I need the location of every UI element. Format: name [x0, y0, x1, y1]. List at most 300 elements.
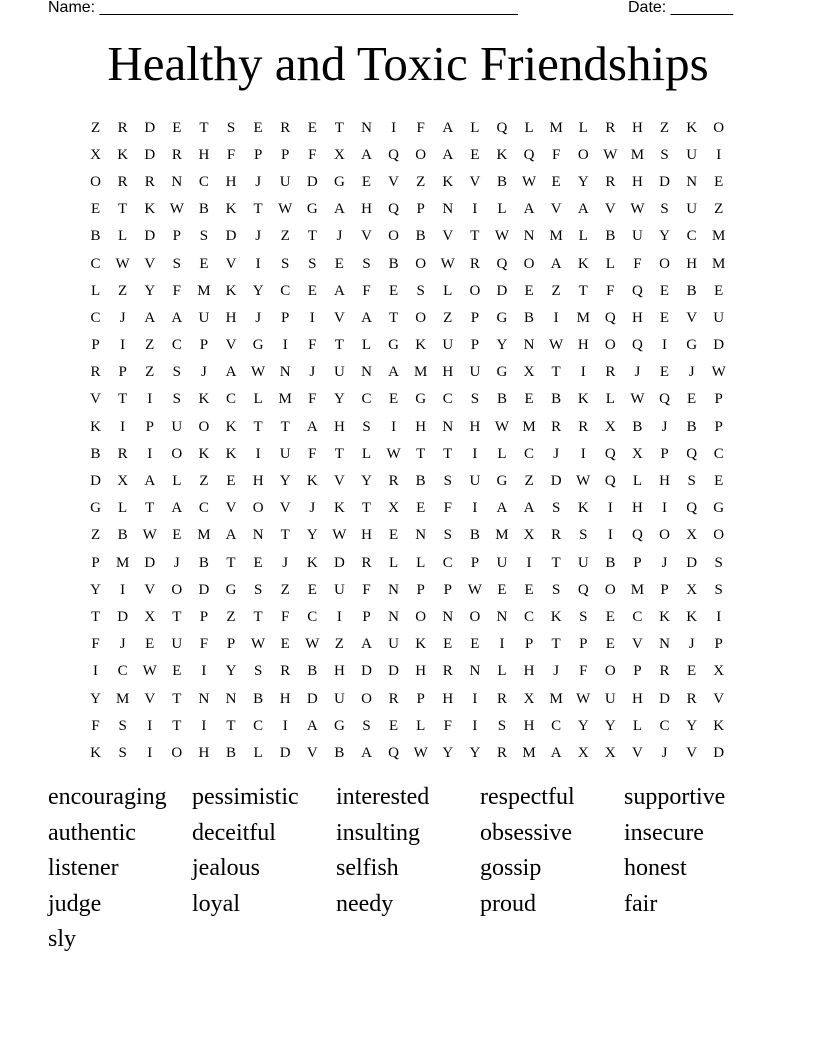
- grid-letter: O: [659, 527, 670, 544]
- grid-letter: E: [497, 581, 507, 598]
- grid-letter: J: [553, 663, 560, 680]
- grid-letter: I: [93, 663, 99, 680]
- grid-letter: R: [361, 554, 372, 571]
- grid-letter: S: [362, 255, 371, 272]
- grid-row: [82, 250, 734, 277]
- grid-letter: Y: [442, 744, 454, 761]
- grid-letter: H: [523, 717, 535, 734]
- grid-letter: P: [633, 663, 642, 680]
- grid-letter: A: [550, 744, 562, 761]
- grid-letter: I: [472, 717, 478, 734]
- grid-letter: P: [416, 201, 425, 218]
- grid-letter: D: [198, 581, 210, 598]
- grid-letter: W: [251, 364, 266, 381]
- grid-letter: N: [496, 608, 508, 625]
- grid-letter: N: [225, 690, 237, 707]
- grid-letter: C: [198, 500, 209, 517]
- grid-letter: B: [632, 418, 643, 435]
- grid-letter: P: [145, 418, 154, 435]
- word-list-item: respectful: [480, 784, 575, 810]
- grid-letter: R: [117, 445, 128, 462]
- grid-letter: J: [309, 500, 316, 517]
- grid-letter: T: [334, 119, 344, 136]
- grid-letter: R: [171, 146, 182, 163]
- grid-letter: F: [443, 500, 452, 517]
- grid-letter: Q: [632, 337, 643, 354]
- grid-letter: S: [362, 717, 371, 734]
- grid-letter: N: [469, 663, 481, 680]
- grid-letter: N: [415, 527, 427, 544]
- grid-letter: B: [117, 527, 128, 544]
- grid-letter: T: [470, 228, 480, 245]
- grid-letter: E: [388, 282, 399, 299]
- grid-letter: Y: [577, 173, 589, 190]
- grid-letter: U: [496, 554, 508, 571]
- grid-letter: U: [333, 581, 345, 598]
- grid-letter: E: [388, 391, 399, 408]
- grid-letter: T: [280, 527, 290, 544]
- grid-letter: E: [524, 581, 534, 598]
- grid-row: [82, 223, 734, 250]
- grid-letter: N: [442, 201, 454, 218]
- grid-letter: Z: [280, 581, 290, 598]
- grid-letter: E: [714, 473, 724, 490]
- grid-letter: U: [171, 418, 183, 435]
- grid-letter: O: [388, 228, 399, 245]
- grid-letter: I: [120, 418, 126, 435]
- grid-letter: F: [91, 717, 100, 734]
- grid-letter: O: [415, 608, 427, 625]
- grid-letter: S: [416, 282, 425, 299]
- grid-letter: F: [579, 663, 588, 680]
- grid-letter: U: [577, 554, 589, 571]
- grid-letter: W: [467, 581, 482, 598]
- grid-letter: U: [333, 690, 345, 707]
- grid-letter: X: [577, 744, 589, 761]
- grid-letter: O: [469, 282, 481, 299]
- grid-letter: X: [144, 608, 156, 625]
- grid-letter: H: [198, 146, 210, 163]
- grid-letter: P: [281, 309, 290, 326]
- grid-letter: S: [660, 201, 669, 218]
- grid-letter: M: [522, 418, 536, 435]
- grid-letter: B: [496, 173, 507, 190]
- grid-letter: Z: [90, 119, 101, 136]
- grid-letter: S: [308, 255, 317, 272]
- grid-letter: Y: [659, 228, 670, 245]
- grid-letter: L: [632, 473, 642, 490]
- grid-letter: I: [120, 337, 126, 354]
- grid-letter: N: [279, 364, 291, 381]
- grid-letter: O: [713, 527, 725, 544]
- grid-letter: Q: [686, 500, 698, 517]
- grid-letter: X: [333, 146, 345, 163]
- grid-letter: M: [197, 527, 211, 544]
- grid-letter: G: [90, 500, 101, 517]
- grid-letter: R: [551, 418, 562, 435]
- grid-letter: J: [336, 228, 343, 245]
- grid-letter: G: [496, 364, 508, 381]
- grid-letter: A: [171, 309, 183, 326]
- grid-letter: V: [604, 201, 616, 218]
- grid-letter: T: [416, 445, 426, 462]
- grid-letter: T: [226, 717, 236, 734]
- grid-letter: V: [90, 391, 101, 408]
- grid-letter: Y: [333, 391, 345, 408]
- grid-letter: A: [306, 418, 318, 435]
- grid-letter: T: [280, 418, 290, 435]
- grid-letter: S: [687, 473, 696, 490]
- grid-letter: H: [632, 690, 643, 707]
- word-list-item: listener: [48, 855, 119, 881]
- grid-row: [82, 549, 734, 576]
- grid-letter: A: [388, 364, 399, 381]
- grid-letter: C: [280, 282, 291, 299]
- grid-letter: Z: [659, 119, 670, 136]
- grid-letter: L: [497, 663, 507, 680]
- grid-letter: M: [278, 391, 292, 408]
- grid-letter: D: [388, 663, 399, 680]
- grid-letter: I: [553, 309, 559, 326]
- grid-letter: M: [630, 581, 645, 598]
- grid-letter: S: [281, 255, 290, 272]
- grid-letter: D: [225, 228, 237, 245]
- grid-letter: Z: [90, 527, 101, 544]
- grid-letter: A: [442, 146, 454, 163]
- grid-letter: I: [282, 337, 288, 354]
- grid-letter: E: [443, 636, 453, 653]
- grid-letter: J: [634, 364, 641, 381]
- grid-letter: H: [659, 473, 670, 490]
- grid-letter: S: [118, 744, 127, 761]
- grid-letter: H: [632, 500, 643, 517]
- word-list-item: encouraging: [48, 784, 167, 810]
- grid-letter: D: [279, 744, 291, 761]
- grid-letter: A: [171, 500, 183, 517]
- grid-row: [82, 467, 734, 494]
- word-list-item: authentic: [48, 819, 136, 846]
- grid-letter: Q: [604, 473, 616, 490]
- grid-letter: A: [144, 309, 156, 326]
- header-line: [48, 0, 748, 20]
- grid-letter: Y: [604, 717, 616, 734]
- grid-row: [82, 440, 734, 467]
- grid-letter: R: [605, 364, 616, 381]
- grid-letter: K: [496, 146, 508, 163]
- word-list-item: selfish: [336, 855, 399, 881]
- grid-letter: L: [90, 282, 101, 299]
- grid-letter: U: [333, 364, 345, 381]
- word-list-item: gossip: [480, 855, 542, 881]
- grid-letter: F: [226, 146, 236, 163]
- grid-letter: V: [713, 690, 725, 707]
- grid-letter: V: [333, 473, 345, 490]
- grid-letter: E: [524, 391, 534, 408]
- grid-letter: I: [607, 527, 613, 544]
- grid-letter: E: [659, 282, 670, 299]
- grid-letter: D: [333, 554, 345, 571]
- grid-letter: A: [361, 309, 372, 326]
- grid-letter: C: [713, 445, 724, 462]
- word-list: [48, 780, 768, 958]
- grid-letter: Z: [714, 201, 724, 218]
- grid-row: [82, 712, 734, 739]
- grid-letter: I: [526, 554, 532, 571]
- grid-letter: F: [199, 636, 209, 653]
- grid-letter: S: [118, 717, 127, 734]
- grid-letter: K: [306, 554, 318, 571]
- grid-letter: X: [686, 581, 698, 598]
- grid-letter: W: [603, 146, 618, 163]
- grid-letter: F: [308, 391, 317, 408]
- grid-letter: R: [442, 663, 453, 680]
- grid-row: [82, 304, 734, 331]
- grid-letter: I: [391, 418, 397, 435]
- grid-letter: S: [714, 554, 723, 571]
- grid-row: [82, 141, 734, 168]
- grid-letter: D: [117, 608, 129, 625]
- grid-letter: L: [118, 228, 128, 245]
- grid-row: [82, 495, 734, 522]
- grid-letter: W: [305, 636, 320, 653]
- grid-letter: M: [630, 146, 645, 163]
- grid-letter: V: [632, 636, 643, 653]
- grid-letter: W: [251, 636, 266, 653]
- grid-letter: K: [198, 445, 210, 462]
- grid-letter: A: [361, 146, 372, 163]
- grid-letter: R: [117, 173, 128, 190]
- grid-letter: T: [334, 337, 344, 354]
- grid-letter: G: [225, 581, 237, 598]
- grid-letter: E: [226, 473, 236, 490]
- grid-letter: B: [90, 445, 101, 462]
- grid-row: [82, 631, 734, 658]
- grid-letter: R: [686, 690, 697, 707]
- grid-letter: T: [172, 608, 182, 625]
- grid-letter: L: [172, 473, 182, 490]
- grid-letter: A: [361, 744, 372, 761]
- grid-letter: E: [605, 608, 615, 625]
- grid-letter: B: [226, 744, 237, 761]
- grid-letter: S: [253, 581, 263, 598]
- grid-letter: B: [198, 554, 209, 571]
- grid-letter: M: [549, 119, 563, 136]
- grid-letter: H: [225, 309, 237, 326]
- grid-letter: V: [442, 228, 454, 245]
- grid-letter: I: [147, 744, 153, 761]
- word-list-item: pessimistic: [192, 784, 299, 810]
- grid-letter: K: [713, 717, 725, 734]
- grid-letter: L: [470, 119, 480, 136]
- grid-letter: U: [442, 337, 454, 354]
- grid-letter: H: [632, 173, 643, 190]
- grid-letter: C: [361, 391, 372, 408]
- grid-letter: F: [362, 282, 371, 299]
- grid-letter: J: [661, 418, 668, 435]
- grid-letter: F: [633, 255, 642, 272]
- grid-letter: A: [577, 201, 589, 218]
- grid-letter: K: [90, 744, 101, 761]
- grid-letter: Y: [361, 473, 372, 490]
- grid-row: [82, 685, 734, 712]
- grid-letter: O: [252, 500, 264, 517]
- grid-letter: O: [577, 146, 589, 163]
- grid-letter: N: [442, 418, 454, 435]
- grid-letter: X: [523, 527, 535, 544]
- grid-row: [82, 413, 734, 440]
- grid-letter: Z: [118, 282, 128, 299]
- grid-letter: C: [524, 608, 535, 625]
- grid-letter: L: [388, 554, 399, 571]
- grid-letter: S: [226, 119, 236, 136]
- grid-letter: Y: [252, 282, 264, 299]
- grid-letter: X: [117, 473, 129, 490]
- grid-letter: E: [551, 173, 561, 190]
- grid-letter: S: [551, 581, 561, 598]
- grid-letter: Y: [144, 282, 156, 299]
- grid-letter: M: [197, 282, 211, 299]
- grid-letter: U: [604, 690, 616, 707]
- grid-letter: W: [332, 527, 347, 544]
- grid-letter: C: [117, 663, 128, 680]
- grid-letter: H: [415, 418, 427, 435]
- grid-letter: W: [169, 201, 184, 218]
- grid-letter: T: [226, 554, 236, 571]
- grid-letter: Q: [659, 391, 670, 408]
- grid-letter: A: [496, 500, 508, 517]
- grid-letter: E: [199, 255, 209, 272]
- grid-letter: U: [469, 473, 481, 490]
- grid-letter: I: [662, 500, 668, 517]
- grid-letter: B: [90, 228, 101, 245]
- grid-letter: B: [334, 744, 345, 761]
- grid-letter: X: [604, 418, 616, 435]
- word-list-item: interested: [336, 784, 430, 810]
- grid-letter: J: [255, 228, 262, 245]
- grid-letter: J: [201, 364, 207, 381]
- grid-letter: E: [253, 119, 263, 136]
- grid-letter: P: [199, 337, 209, 354]
- grid-letter: K: [577, 391, 589, 408]
- grid-letter: Y: [225, 663, 237, 680]
- grid-letter: E: [172, 119, 182, 136]
- grid-letter: Z: [199, 473, 209, 490]
- grid-letter: T: [172, 690, 182, 707]
- grid-letter: L: [578, 119, 588, 136]
- grid-letter: U: [713, 309, 725, 326]
- grid-letter: I: [716, 608, 722, 625]
- grid-letter: A: [442, 119, 454, 136]
- grid-letter: A: [144, 473, 156, 490]
- grid-letter: T: [90, 608, 101, 625]
- grid-letter: S: [551, 500, 561, 517]
- grid-letter: K: [577, 255, 589, 272]
- grid-letter: W: [440, 255, 455, 272]
- grid-letter: G: [686, 337, 698, 354]
- grid-letter: O: [415, 309, 427, 326]
- grid-letter: O: [523, 255, 535, 272]
- grid-letter: N: [523, 337, 535, 354]
- grid-letter: C: [307, 608, 318, 625]
- grid-letter: A: [333, 201, 345, 218]
- grid-letter: W: [142, 527, 157, 544]
- grid-letter: R: [605, 119, 616, 136]
- grid-letter: B: [605, 554, 616, 571]
- grid-letter: S: [579, 608, 588, 625]
- grid-letter: E: [714, 282, 724, 299]
- grid-letter: H: [469, 418, 481, 435]
- grid-letter: F: [416, 119, 425, 136]
- grid-letter: Q: [577, 581, 589, 598]
- grid-letter: W: [386, 445, 401, 462]
- grid-letter: U: [469, 364, 481, 381]
- grid-letter: H: [361, 201, 372, 218]
- grid-letter: W: [630, 391, 645, 408]
- grid-letter: L: [524, 119, 534, 136]
- grid-row: [82, 332, 734, 359]
- grid-letter: C: [442, 391, 453, 408]
- grid-letter: S: [443, 527, 452, 544]
- grid-letter: Y: [496, 337, 508, 354]
- grid-letter: R: [469, 255, 480, 272]
- grid-letter: X: [523, 364, 535, 381]
- grid-letter: L: [605, 255, 615, 272]
- grid-letter: Y: [686, 717, 698, 734]
- grid-letter: C: [686, 228, 697, 245]
- grid-letter: O: [90, 173, 101, 190]
- grid-letter: W: [142, 663, 157, 680]
- grid-letter: V: [225, 255, 237, 272]
- grid-letter: S: [172, 391, 181, 408]
- grid-letter: T: [253, 201, 263, 218]
- grid-letter: S: [470, 391, 480, 408]
- grid-letter: B: [415, 228, 426, 245]
- grid-letter: L: [253, 391, 263, 408]
- grid-letter: E: [307, 119, 317, 136]
- grid-letter: R: [496, 690, 507, 707]
- grid-letter: P: [91, 337, 100, 354]
- grid-letter: P: [470, 337, 480, 354]
- grid-letter: L: [416, 717, 426, 734]
- grid-letter: D: [713, 744, 725, 761]
- grid-letter: X: [632, 445, 643, 462]
- grid-letter: A: [225, 527, 237, 544]
- grid-letter: B: [198, 201, 209, 218]
- grid-letter: I: [255, 445, 261, 462]
- grid-letter: I: [472, 690, 478, 707]
- grid-letter: P: [714, 636, 723, 653]
- grid-letter: H: [442, 690, 454, 707]
- grid-letter: H: [577, 337, 589, 354]
- grid-row: [82, 196, 734, 223]
- grid-letter: Q: [632, 527, 643, 544]
- grid-letter: S: [660, 146, 669, 163]
- grid-letter: A: [550, 255, 562, 272]
- grid-letter: A: [306, 717, 318, 734]
- grid-letter: P: [91, 554, 100, 571]
- grid-letter: O: [713, 119, 725, 136]
- word-list-item: needy: [336, 890, 394, 917]
- word-list-item: judge: [48, 890, 102, 917]
- grid-letter: K: [333, 500, 345, 517]
- grid-letter: P: [470, 554, 480, 571]
- grid-letter: E: [361, 173, 372, 190]
- grid-letter: K: [659, 608, 670, 625]
- grid-letter: Z: [443, 309, 453, 326]
- grid-letter: F: [91, 636, 100, 653]
- grid-letter: I: [255, 255, 261, 272]
- grid-letter: Q: [388, 744, 399, 761]
